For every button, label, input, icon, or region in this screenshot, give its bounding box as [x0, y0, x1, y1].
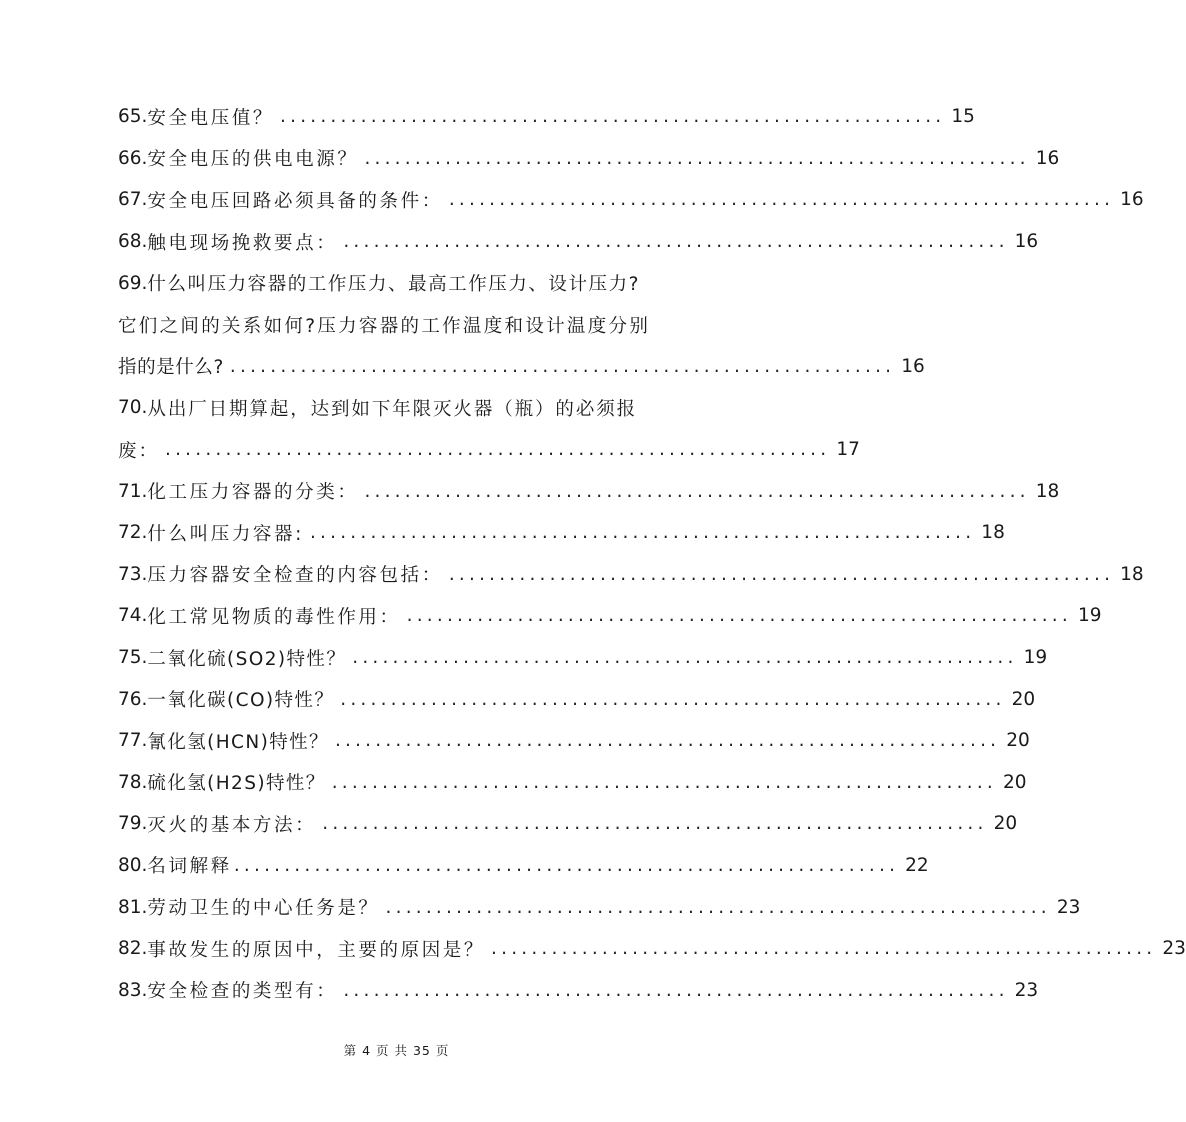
toc-entry-78[interactable] — [118, 762, 1027, 804]
toc-title: 硫化氢(H2S)特性？ — [147, 773, 326, 795]
toc-number: 69. — [118, 272, 148, 294]
toc-number: 73. — [118, 563, 148, 585]
dot-leader: .................................................................. — [309, 522, 976, 544]
toc-title: 从出厂日期算起，达到如下年限灭火器（瓶）的必须报 — [147, 398, 638, 420]
toc-number: 72. — [118, 522, 148, 544]
toc-entry-82[interactable] — [118, 928, 1186, 970]
toc-entry-77[interactable] — [118, 720, 1030, 762]
toc-page-number: 18 — [981, 522, 1005, 544]
dot-leader: .................................................................. — [448, 563, 1115, 585]
toc-number: 70. — [118, 397, 148, 419]
toc-number: 67. — [118, 189, 148, 211]
toc-number: 81. — [118, 896, 148, 918]
toc-page-number: 17 — [836, 439, 860, 461]
toc-entry-71[interactable] — [118, 470, 1060, 512]
toc-page-number: 19 — [1023, 647, 1048, 669]
toc-page-number: 23 — [1056, 896, 1081, 918]
dot-leader: .................................................................. — [448, 189, 1115, 211]
toc-title: 劳动卫生的中心任务是？ — [147, 898, 380, 920]
toc-title: 名词解释 — [147, 856, 232, 878]
toc-title: 安全电压回路必须具备的条件： — [147, 190, 443, 212]
dot-leader: .................................................................. — [343, 979, 1009, 1001]
dot-leader: .................................................................. — [233, 854, 900, 876]
toc-title: 什么叫压力容器: — [147, 523, 304, 545]
toc-entry-73[interactable] — [118, 554, 1144, 596]
dot-leader: .................................................................. — [280, 106, 946, 128]
dot-leader: .................................................................. — [364, 480, 1030, 502]
toc-entry-74[interactable] — [118, 595, 1102, 637]
toc-title: 安全电压的供电电源？ — [147, 149, 359, 171]
toc-page-number: 16 — [1120, 189, 1144, 211]
toc-title: 压力容器安全检查的内容包括： — [147, 565, 443, 587]
toc-number: 74. — [118, 605, 148, 627]
toc-number: 77. — [118, 730, 148, 752]
dot-leader: .................................................................. — [165, 439, 831, 461]
toc-number: 65. — [118, 106, 148, 128]
toc-entry-65[interactable] — [118, 96, 975, 138]
toc-entry-69-continued[interactable] — [118, 346, 925, 388]
dot-leader: .................................................................. — [331, 771, 998, 793]
dot-leader: .................................................................. — [343, 231, 1009, 253]
toc-title: 触电现场挽救要点： — [147, 232, 338, 254]
dot-leader: .................................................................. — [406, 605, 1072, 627]
toc-title: 化工压力容器的分类： — [147, 482, 359, 504]
toc-number: 82. — [118, 938, 148, 960]
toc-entry-76[interactable] — [118, 678, 1036, 720]
toc-number: 80. — [118, 854, 148, 876]
toc-entry-68[interactable] — [118, 221, 1039, 263]
toc-page-number: 18 — [1035, 480, 1060, 502]
toc-page-number: 20 — [993, 813, 1018, 835]
toc-entry-83[interactable] — [118, 969, 1039, 1011]
toc-page-number: 20 — [1006, 730, 1030, 752]
toc-title: 安全检查的类型有： — [147, 981, 338, 1003]
toc-title: 指的是什么? — [118, 357, 224, 379]
dot-leader: .................................................................. — [229, 355, 896, 377]
toc-entry-81[interactable] — [118, 886, 1081, 928]
toc-number: 66. — [118, 147, 148, 169]
toc-number: 78. — [118, 771, 148, 793]
toc-title: 氰化氢(HCN)特性？ — [147, 731, 329, 753]
toc-title: 什么叫压力容器的工作压力、最高工作压力、设计压力? — [147, 274, 640, 296]
toc-page-number: 18 — [1120, 563, 1144, 585]
toc-entry-69[interactable] — [118, 262, 675, 304]
dot-leader: .................................................................. — [385, 896, 1051, 918]
toc-entry-70-continued[interactable] — [118, 429, 860, 471]
toc-title: 安全电压值？ — [147, 107, 275, 129]
dot-leader: .................................................................. — [352, 647, 1018, 669]
toc-entry-72[interactable] — [118, 512, 1005, 554]
toc-page-number: 23 — [1162, 938, 1186, 960]
toc-title: 它们之间的关系如何?压力容器的工作温度和设计温度分别 — [118, 315, 651, 337]
toc-entry-66[interactable] — [118, 138, 1060, 180]
toc-page-number: 19 — [1077, 605, 1102, 627]
toc-page-number: 15 — [951, 106, 975, 128]
dot-leader: .................................................................. — [334, 730, 1001, 752]
toc-page-number: 22 — [905, 854, 929, 876]
dot-leader: .................................................................. — [491, 938, 1157, 960]
toc-page-number: 16 — [901, 355, 925, 377]
dot-leader: .................................................................. — [364, 147, 1030, 169]
toc-entry-80[interactable] — [118, 845, 929, 887]
table-of-contents — [118, 96, 1186, 1011]
toc-number: 76. — [118, 688, 148, 710]
dot-leader: .................................................................. — [322, 813, 988, 835]
toc-title: 化工常见物质的毒性作用： — [147, 606, 401, 628]
toc-page-number: 16 — [1035, 147, 1060, 169]
toc-title: 一氧化碳(CO)特性？ — [147, 690, 335, 712]
toc-title: 二氧化硫(SO2)特性？ — [147, 648, 347, 670]
toc-number: 83. — [118, 979, 148, 1001]
toc-page-number: 23 — [1014, 979, 1039, 1001]
toc-title: 事故发生的原因中，主要的原因是？ — [147, 939, 486, 961]
toc-number: 68. — [118, 231, 148, 253]
dot-leader: .................................................................. — [340, 688, 1006, 710]
toc-title: 废： — [118, 440, 160, 462]
toc-entry-70[interactable] — [118, 387, 675, 429]
toc-number: 71. — [118, 480, 148, 502]
toc-entry-67[interactable] — [118, 179, 1144, 221]
toc-page-number: 16 — [1014, 231, 1039, 253]
toc-entry-79[interactable] — [118, 803, 1018, 845]
page-footer: 第 4 页 共 35 页 — [343, 1043, 450, 1058]
toc-entry-69-continued[interactable] — [118, 304, 675, 346]
toc-page-number: 20 — [1003, 771, 1027, 793]
toc-entry-75[interactable] — [118, 637, 1048, 679]
toc-number: 75. — [118, 647, 148, 669]
toc-number: 79. — [118, 813, 148, 835]
toc-page-number: 20 — [1011, 688, 1036, 710]
toc-title: 灭火的基本方法： — [147, 814, 317, 836]
